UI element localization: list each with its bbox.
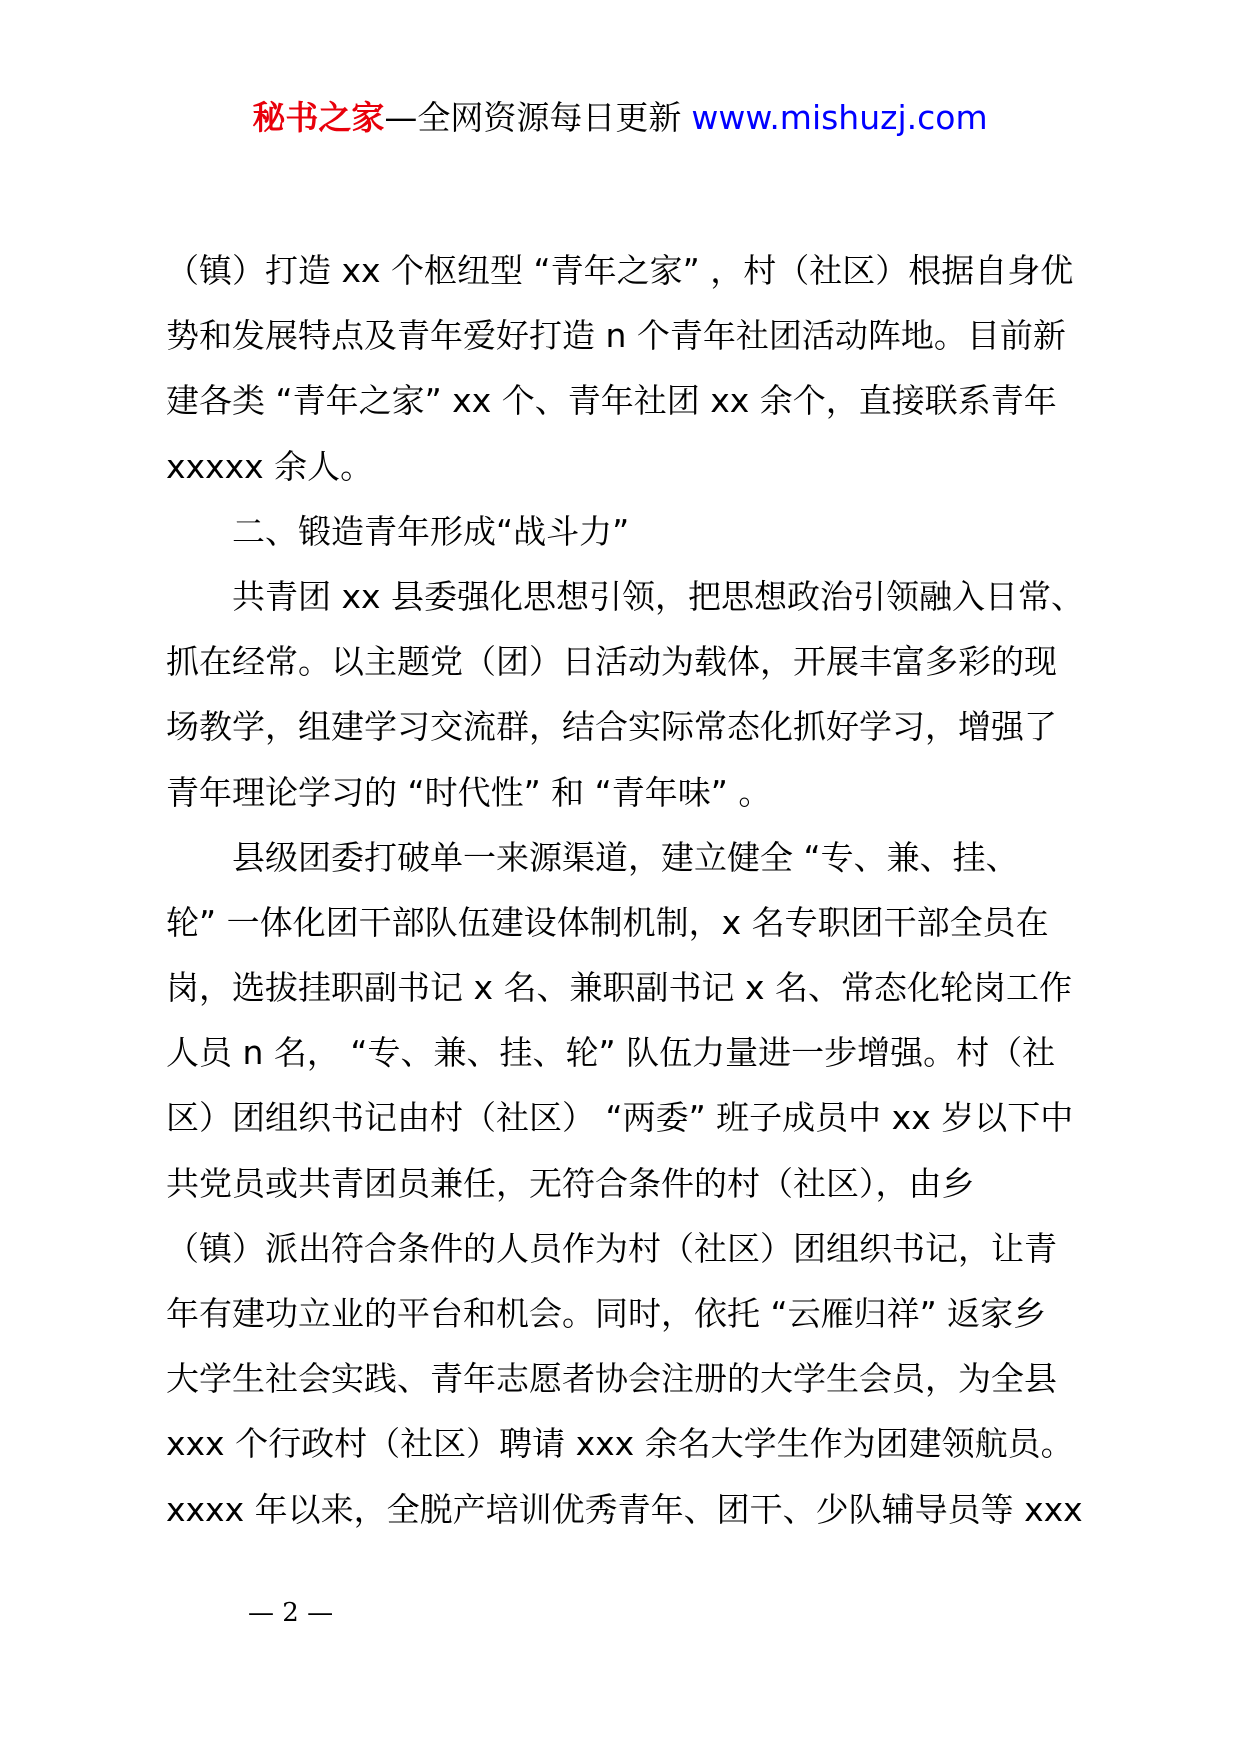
text-line: 抓在经常。以主题党（团）日活动为载体，开展丰富多彩的现 (166, 642, 1057, 682)
text-line: 区）团组织书记由村（社区） “两委” 班子成员中 xx 岁以下中 (166, 1098, 1074, 1138)
site-brand: 秘书之家 (252, 98, 385, 137)
site-tagline: —全网资源每日更新 (384, 98, 682, 137)
text-line: 轮” 一体化团干部队伍建设体制机制，x 名专职团干部全员在 (166, 902, 1049, 942)
section-heading: 二、锻造青年形成“战斗力” (232, 511, 630, 551)
text-line: 大学生社会实践、青年志愿者协会注册的大学生会员，为全县 (166, 1359, 1057, 1399)
text-line: 年有建功立业的平台和机会。同时，依托 “云雁归祥” 返家乡 (166, 1294, 1047, 1333)
text-line: 势和发展特点及青年爱好打造 n 个青年社团活动阵地。目前新 (166, 316, 1066, 356)
text-line: （镇）派出符合条件的人员作为村（社区）团组织书记，让青 (166, 1228, 1057, 1268)
page-number: — 2 — (248, 1598, 334, 1628)
text-line: xxxxx 余人。 (166, 446, 374, 486)
text-line: 青年理论学习的 “时代性” 和 “青年味” 。 (166, 772, 772, 812)
document-body (166, 238, 1096, 1542)
text-line: 建各类 “青年之家” xx 个、青年社团 xx 余个，直接联系青年 (166, 381, 1057, 421)
text-line: 人员 n 名， “专、兼、挂、轮” 队伍力量进一步增强。村（社 (166, 1033, 1056, 1073)
text-line: xxx 个行政村（社区）聘请 xxx 余名大学生作为团建领航员。 (166, 1424, 1074, 1464)
text-line: 共青团 xx 县委强化思想引领，把思想政治引领融入日常、 (232, 576, 1085, 616)
site-header (0, 96, 1240, 140)
text-line: xxxx 年以来，全脱产培训优秀青年、团干、少队辅导员等 xxx (166, 1489, 1083, 1529)
text-line: （镇）打造 xx 个枢纽型 “青年之家” ，村（社区）根据自身优 (166, 251, 1074, 290)
site-url-link[interactable]: www.mishuzj.com (691, 98, 988, 137)
text-line: 共党员或共青团员兼任，无符合条件的村（社区），由乡 (166, 1163, 975, 1203)
text-line: 县级团委打破单一来源渠道，建立健全 “专、兼、挂、 (232, 837, 1019, 877)
text-line: 场教学，组建学习交流群，结合实际常态化抓好学习，增强了 (166, 707, 1057, 747)
text-line: 岗，选拔挂职副书记 x 名、兼职副书记 x 名、常态化轮岗工作 (166, 968, 1073, 1008)
